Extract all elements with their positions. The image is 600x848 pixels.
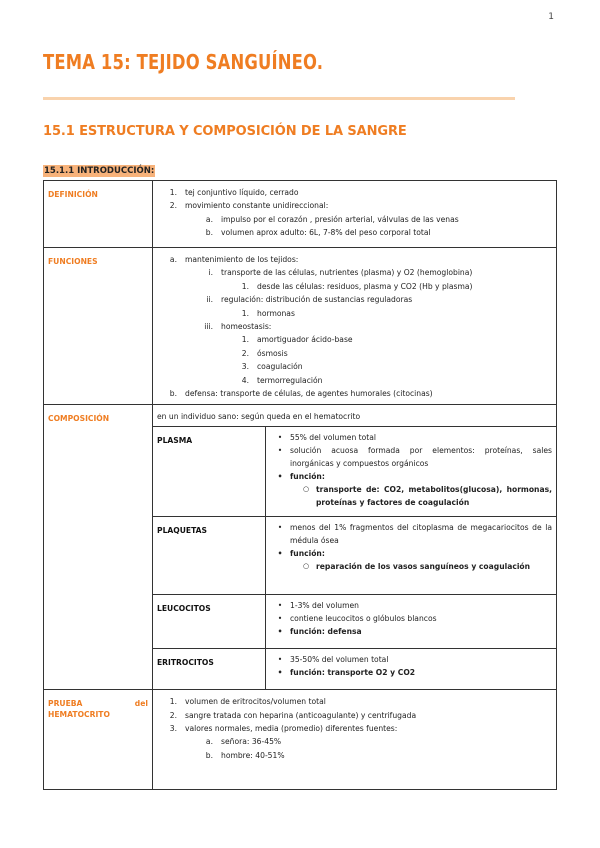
component-name: ERITROCITOS <box>153 648 266 689</box>
composicion-row <box>44 405 557 690</box>
list-item: b. defensa: transporte de células, de agentes humorales (citocinas) <box>169 388 433 398</box>
list-item: 2. sangre tratada con heparina (anticoagulante) y centrifugada <box>169 710 417 720</box>
table-row <box>153 648 556 689</box>
definicion-content <box>153 181 557 248</box>
component-details <box>266 516 557 594</box>
bullet-item: • función: transporte O2 y CO2 <box>277 667 416 677</box>
components-table <box>153 427 556 689</box>
component-name: PLAQUETAS <box>153 516 266 594</box>
sub-bullet-item: ○ reparación de los vasos sanguíneos y coagulación <box>302 561 531 571</box>
introduction-table <box>43 180 557 790</box>
list-item: 2. ósmosis <box>241 348 288 358</box>
list-item: a. impulso por el corazón , presión arterial, válvulas de las venas <box>205 214 459 224</box>
table-row <box>153 594 556 648</box>
bullet-item: • 35-50% del volumen total <box>277 654 389 664</box>
list-item: 3. valores normales, media (promedio) diferentes fuentes: <box>169 724 398 734</box>
definicion-label: DEFINICIÓN <box>44 181 153 248</box>
funciones-label: FUNCIONES <box>44 248 153 405</box>
bullet-item: • menos del 1% fragmentos del citoplasma de megacariocitos de la médula ósea <box>277 522 552 545</box>
list-item: b. hombre: 40-51% <box>205 750 285 760</box>
list-item: 3. coagulación <box>241 362 303 372</box>
component-details <box>266 427 557 516</box>
list-item: 1. desde las células: residuos, plasma y CO2 (Hb y plasma) <box>241 281 473 291</box>
list-item: a. mantenimiento de los tejidos: <box>169 255 299 264</box>
section-heading: 15.1 ESTRUCTURA Y COMPOSICIÓN DE LA SANGRE <box>43 124 407 139</box>
list-item: 1. tej conjuntivo líquido, cerrado <box>169 188 299 197</box>
funciones-row <box>44 248 557 405</box>
table-row <box>153 516 556 594</box>
bullet-item: • función: <box>277 472 325 482</box>
sub-bullet-item: ○ transporte de: CO2, metabolitos(glucosa), hormonas, proteínas y factores de coagulación <box>302 485 552 508</box>
subsection-heading: 15.1.1 INTRODUCCIÓN: <box>44 166 155 176</box>
prueba-row <box>44 690 557 790</box>
list-item: 1. hormonas <box>241 308 295 318</box>
list-item: i. transporte de las células, nutrientes (plasma) y O2 (hemoglobina) <box>208 268 473 278</box>
component-name: LEUCOCITOS <box>153 594 266 648</box>
composicion-label: COMPOSICIÓN <box>44 405 153 690</box>
table-row <box>153 427 556 516</box>
component-name: PLASMA <box>153 427 266 516</box>
bullet-item: • función: <box>277 548 325 558</box>
component-details <box>266 648 557 689</box>
component-details <box>266 594 557 648</box>
list-item: iii. homeostasis: <box>204 321 272 331</box>
prueba-content <box>153 690 557 790</box>
bullet-item: • solución acuosa formada por elementos: proteínas, sales inorgánicas y compuestos orgánicos <box>277 446 552 469</box>
composicion-intro: en un individuo sano: según queda en el hematocrito <box>153 405 556 427</box>
funciones-content <box>153 248 557 405</box>
composicion-content <box>153 405 557 690</box>
prueba-label: PRUEBA del HEMATOCRITO <box>44 690 153 790</box>
list-item: 4. termorregulación <box>241 375 323 385</box>
bullet-item: • 1-3% del volumen <box>277 600 359 610</box>
bullet-item: • contiene leucocitos o glóbulos blancos <box>277 613 437 623</box>
definicion-row <box>44 181 557 248</box>
list-item: 1. amortiguador ácido-base <box>241 335 353 345</box>
list-item: 1. volumen de eritrocitos/volumen total <box>169 697 326 707</box>
list-item: b. volumen aprox adulto: 6L, 7-8% del peso corporal total <box>205 228 431 238</box>
document-title: TEMA 15: TEJIDO SANGUÍNEO. <box>43 50 324 74</box>
title-divider <box>43 97 515 100</box>
bullet-item: • 55% del volumen total <box>277 433 377 443</box>
bullet-item: • función: defensa <box>277 626 362 636</box>
list-item: ii. regulación: distribución de sustancias reguladoras <box>206 295 413 305</box>
list-item: a. señora: 36-45% <box>205 737 282 747</box>
list-item: 2. movimiento constante unidireccional: <box>169 201 329 211</box>
page-number: 1 <box>548 12 554 22</box>
